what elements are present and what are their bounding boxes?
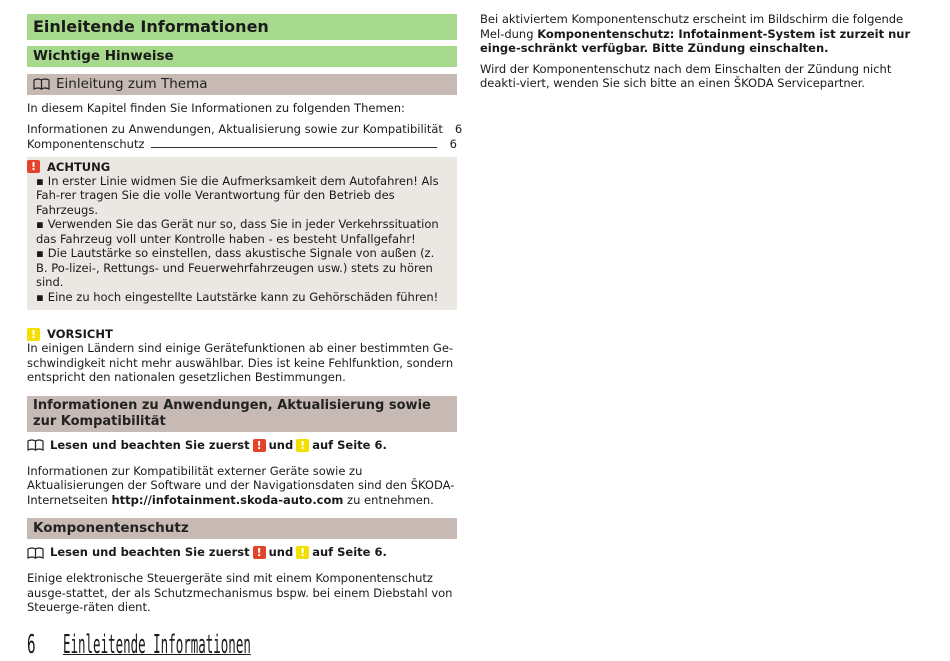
book-icon [27, 439, 44, 451]
warning-icon[interactable]: ! [253, 439, 266, 452]
list-item: ▪ Die Lautstärke so einstellen, dass akustische Signale von außen (z. B. Po-lizei-, Rettungs- und Feuerwehrfahrzeugen usw.) stets zu hören sind. [36, 246, 449, 290]
intro-heading-label: Einleitung zum Thema [56, 76, 208, 92]
warning-title-label: ACHTUNG [47, 159, 111, 174]
intro-heading [27, 74, 457, 95]
toc-item-applications[interactable] [27, 121, 463, 137]
book-icon [33, 78, 50, 90]
reference-line [27, 545, 457, 560]
caution-icon: ! [27, 328, 40, 341]
toc-item-label: Komponentenschutz [27, 136, 145, 151]
caution-icon[interactable]: ! [296, 439, 309, 452]
warning-list [27, 174, 449, 305]
reference-and: und [268, 437, 294, 452]
body-text: zu entnehmen. [343, 492, 434, 507]
reference-line [27, 438, 457, 453]
reference-prefix: Lesen und beachten Sie zuerst [50, 545, 250, 559]
warning-icon[interactable]: ! [253, 546, 266, 559]
caution-title [27, 327, 457, 341]
message-paragraph [480, 12, 912, 56]
chapter-title: Einleitende Informationen [27, 14, 457, 40]
reference-suffix: auf Seite 6. [312, 545, 387, 559]
right-column [480, 12, 912, 91]
intro-text: In diesem Kapitel finden Sie Informationen zu folgenden Themen: [27, 101, 405, 115]
section-heading-applications: Informationen zu Anwendungen, Aktualisierung sowie zur Kompatibilität [27, 396, 457, 432]
toc [27, 121, 463, 152]
list-item: ▪ Verwenden Sie das Gerät nur so, dass Sie in jeder Verkehrssituation das Fahrzeug voll unter Kontrolle haben - es besteht Unfallgefahr! [36, 217, 449, 246]
toc-item-label: Informationen zu Anwendungen, Aktualisierung sowie zur Kompatibilität [27, 121, 443, 136]
caution-icon[interactable]: ! [296, 546, 309, 559]
warning-icon: ! [27, 160, 40, 173]
list-item: ▪ Eine zu hoch eingestellte Lautstärke kann zu Gehörschäden führen! [36, 290, 449, 305]
section-title-important-notes: Wichtige Hinweise [27, 46, 457, 67]
skoda-link[interactable]: http://infotainment.skoda-auto.com [111, 492, 344, 507]
section-heading-component-protection: Komponentenschutz [27, 518, 457, 539]
section-text-component-protection: Einige elektronische Steuergeräte sind mit einem Komponentenschutz ausge-stattet, der als Schutzmechanismus bspw. bei einem Diebstahl von Steuerge-räten dient. [27, 571, 453, 614]
service-paragraph: Wird der Komponentenschutz nach dem Einschalten der Zündung nicht deakti-viert, wenden Sie sich bitte an einen ŠKODA Servicepartner. [480, 61, 892, 90]
toc-item-page: 6 [449, 136, 457, 151]
page-number: 6 [27, 630, 37, 660]
warning-box [27, 157, 457, 311]
caution-block [27, 327, 457, 385]
toc-item-component-protection[interactable] [27, 137, 457, 152]
reference-prefix: Lesen und beachten Sie zuerst [50, 437, 250, 452]
body-text: Bei aktiviertem Komponentenschutz erscheint im Bildschirm die folgende Mel-dung [480, 12, 904, 41]
left-column [27, 14, 463, 615]
section-text-applications [27, 464, 457, 508]
reference-and: und [268, 545, 294, 559]
warning-title [27, 160, 449, 174]
footer-title: Einleitende Informationen [63, 630, 251, 660]
reference-suffix: auf Seite 6. [312, 437, 387, 452]
toc-item-page: 6 [454, 121, 463, 136]
system-message: Komponentenschutz: Infotainment-System ist zurzeit nur einge-schränkt verfügbar. Bitte Zündung einschalten. [480, 26, 911, 55]
body-text: Informationen zur Kompatibilität externer Geräte sowie zu Aktualisierungen der Software und der Navigationsdaten sind den ŠKODA-Internetseiten [27, 463, 455, 507]
caution-title-label: VORSICHT [47, 327, 113, 341]
list-item: ▪ In erster Linie widmen Sie die Aufmerksamkeit dem Autofahren! Als Fah-rer tragen Sie die volle Verantwortung für den Betrieb des Fahrzeugs. [36, 174, 449, 218]
book-icon [27, 547, 44, 559]
caution-text: In einigen Ländern sind einige Gerätefunktionen ab einer bestimmten Ge-schwindigkeit nicht mehr auswählbar. Dies ist keine Fehlfunktion, sondern entspricht den nationalen gesetzlichen Bestimmungen. [27, 341, 454, 384]
